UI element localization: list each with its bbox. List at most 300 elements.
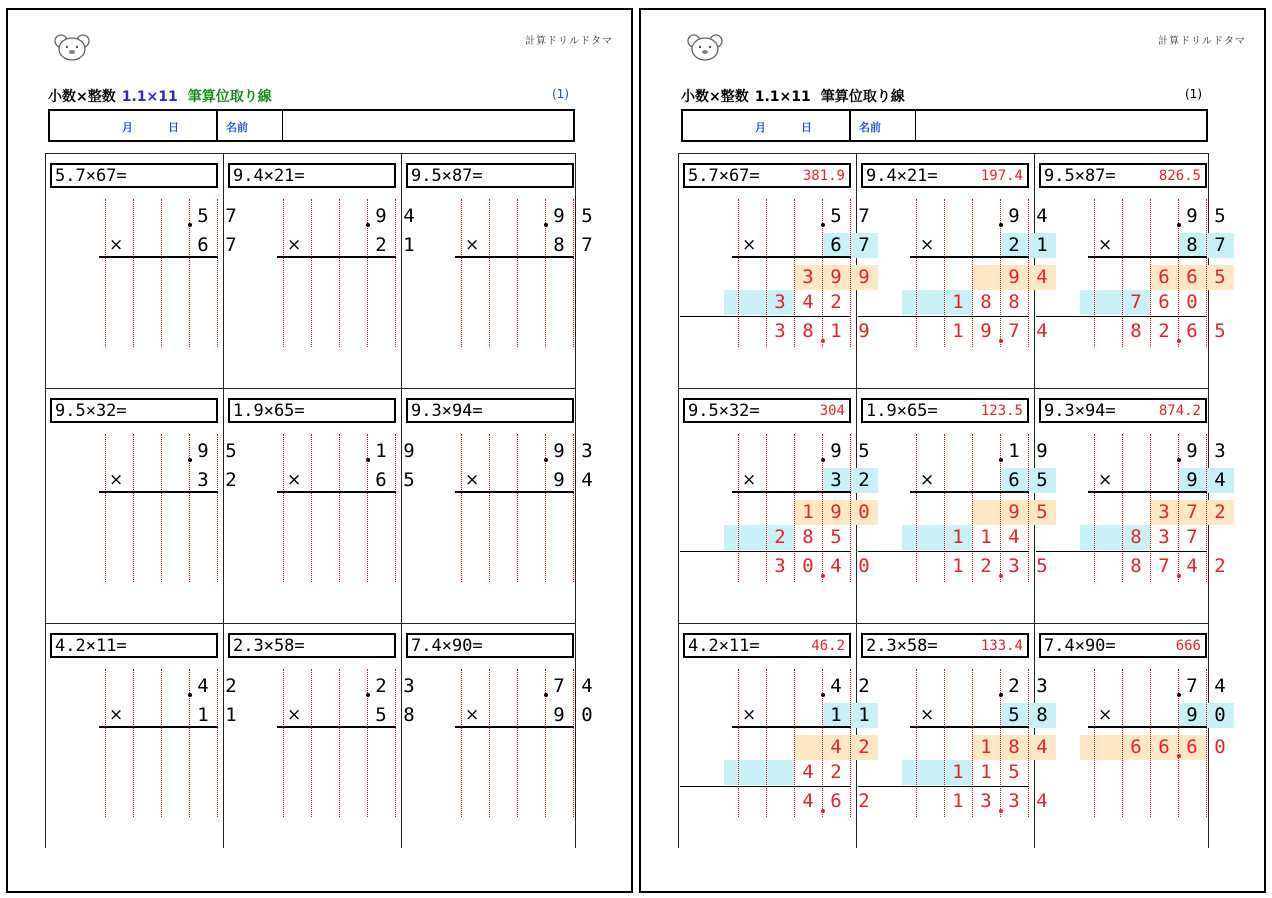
sum-rule (680, 786, 851, 787)
decimal-point (1177, 223, 1181, 227)
place-value-guide (738, 199, 739, 347)
digit: 0 (1214, 736, 1226, 758)
digit: 3 (802, 266, 814, 288)
multiply-sign: × (287, 705, 302, 725)
problem-cell (1036, 155, 1226, 386)
equation-text: 4.2×11= (55, 636, 127, 656)
problem-cell (403, 155, 593, 386)
multiply-rule (910, 256, 1029, 258)
problem-cell (225, 390, 415, 621)
digit: 2 (858, 469, 870, 491)
digit: 4 (1008, 526, 1020, 548)
digit: 1 (1036, 234, 1048, 256)
equation-box (406, 163, 574, 188)
digit: 9 (553, 440, 565, 462)
digit: 2 (225, 675, 237, 697)
digit: 4 (830, 675, 842, 697)
digit: 4 (403, 205, 415, 227)
decimal-point (366, 693, 370, 697)
equation-box (861, 398, 1029, 423)
digit: 4 (802, 291, 814, 313)
place-value-guide (339, 669, 340, 817)
decimal-point (544, 458, 548, 462)
answer-grid (678, 153, 1226, 848)
decimal-point (366, 223, 370, 227)
place-value-guide (133, 434, 134, 582)
multiply-sign: × (287, 235, 302, 255)
digit: 8 (802, 320, 814, 342)
digit: 9 (197, 440, 209, 462)
digit: 6 (375, 469, 387, 491)
place-value-guide (517, 669, 518, 817)
decimal-point (999, 574, 1003, 578)
digit: 9 (830, 266, 842, 288)
digit: 4 (1036, 736, 1048, 758)
digit: 4 (830, 736, 842, 758)
title-sub: 筆算位取り線 (820, 89, 905, 105)
equation-box (1039, 163, 1207, 188)
place-value-guide (161, 199, 162, 347)
answer-text: 874.2 (1158, 403, 1201, 419)
grid-line (45, 388, 575, 389)
equation-text: 1.9×65= (866, 401, 938, 421)
digit: 4 (1214, 469, 1226, 491)
digit: 2 (858, 790, 870, 812)
digit: 2 (858, 736, 870, 758)
equation-box (50, 163, 218, 188)
multiply-sign: × (1098, 235, 1113, 255)
name-date-box (681, 109, 1208, 142)
decimal-point (999, 339, 1003, 343)
equation-text: 9.5×87= (1044, 166, 1116, 186)
place-value-guide (283, 669, 284, 817)
digit: 6 (1186, 266, 1198, 288)
digit: 8 (553, 234, 565, 256)
place-value-guide (461, 199, 462, 347)
equation-box (861, 163, 1029, 188)
decimal-point (544, 693, 548, 697)
digit: 2 (858, 675, 870, 697)
digit: 8 (1130, 526, 1142, 548)
equation-text: 9.3×94= (1044, 401, 1116, 421)
equation-box (861, 633, 1029, 658)
digit: 7 (1186, 501, 1198, 523)
multiply-rule (99, 726, 218, 728)
equation-text: 4.2×11= (688, 636, 760, 656)
multiply-sign: × (920, 705, 935, 725)
digit: 4 (197, 675, 209, 697)
digit: 3 (1008, 790, 1020, 812)
bear-icon (52, 32, 92, 62)
digit: 2 (980, 555, 992, 577)
place-value-guide (489, 669, 490, 817)
digit: 7 (225, 234, 237, 256)
place-value-guide (105, 434, 106, 582)
digit: 1 (830, 704, 842, 726)
decimal-point (188, 458, 192, 462)
digit: 4 (802, 790, 814, 812)
multiply-rule (455, 726, 574, 728)
problem-cell (47, 625, 237, 856)
digit: 3 (1214, 440, 1226, 462)
place-value-guide (517, 199, 518, 347)
equation-text: 2.3×58= (233, 636, 305, 656)
digit: 8 (1008, 736, 1020, 758)
digit: 4 (1036, 790, 1048, 812)
place-value-guide (766, 669, 767, 817)
digit: 0 (858, 555, 870, 577)
digit: 8 (403, 704, 415, 726)
title-main: 小数×整数 (681, 89, 749, 105)
digit: 5 (1036, 501, 1048, 523)
day-label: 日 (801, 121, 812, 134)
equation-box (228, 398, 396, 423)
place-value-guide (1094, 199, 1095, 347)
multiply-sign: × (109, 470, 124, 490)
problem-cell (858, 390, 1048, 621)
digit: 5 (581, 205, 593, 227)
digit: 6 (1008, 469, 1020, 491)
digit: 7 (1214, 234, 1226, 256)
multiply-sign: × (742, 470, 757, 490)
multiply-rule (277, 256, 396, 258)
digit: 6 (1186, 736, 1198, 758)
digit: 3 (403, 675, 415, 697)
digit: 1 (952, 320, 964, 342)
multiply-sign: × (287, 470, 302, 490)
digit: 3 (774, 555, 786, 577)
problem-cell (680, 625, 870, 856)
page-number: (1) (552, 87, 569, 101)
problem-cell (858, 155, 1048, 386)
digit: 5 (197, 205, 209, 227)
digit: 1 (197, 704, 209, 726)
problem-cell (680, 155, 870, 386)
place-value-guide (105, 199, 106, 347)
digit: 1 (952, 555, 964, 577)
digit: 6 (1158, 291, 1170, 313)
brand-label: 計算ドリルドタマ (525, 36, 613, 47)
digit: 2 (375, 675, 387, 697)
multiply-rule (1088, 726, 1207, 728)
title-range: 1.1×11 (754, 89, 811, 105)
digit: 4 (1036, 266, 1048, 288)
digit: 0 (1214, 704, 1226, 726)
place-value-guide (461, 434, 462, 582)
place-value-guide (916, 199, 917, 347)
digit: 5 (1214, 266, 1226, 288)
answer-sheet (639, 8, 1266, 893)
digit: 7 (581, 234, 593, 256)
digit: 1 (375, 440, 387, 462)
decimal-point (821, 693, 825, 697)
digit: 1 (830, 320, 842, 342)
digit: 4 (581, 469, 593, 491)
place-value-guide (489, 199, 490, 347)
multiply-sign: × (465, 235, 480, 255)
decimal-point (1177, 693, 1181, 697)
digit: 7 (553, 675, 565, 697)
equation-text: 5.7×67= (688, 166, 760, 186)
problem-grid (45, 153, 593, 848)
title-sub: 筆算位取り線 (187, 89, 272, 105)
digit: 9 (375, 205, 387, 227)
digit: 3 (1008, 555, 1020, 577)
equation-box (50, 633, 218, 658)
grid-line (45, 153, 46, 848)
place-value-guide (133, 199, 134, 347)
digit: 3 (197, 469, 209, 491)
place-value-guide (161, 434, 162, 582)
multiply-rule (1088, 256, 1207, 258)
digit: 2 (1214, 501, 1226, 523)
problem-cell (47, 390, 237, 621)
digit: 2 (375, 234, 387, 256)
grid-line (678, 388, 1208, 389)
multiply-sign: × (465, 705, 480, 725)
digit: 4 (1036, 205, 1048, 227)
multiply-rule (277, 726, 396, 728)
place-value-guide (916, 434, 917, 582)
place-value-guide (489, 434, 490, 582)
date-field[interactable] (50, 111, 218, 140)
answer-text: 46.2 (811, 638, 845, 654)
title-main: 小数×整数 (48, 89, 116, 105)
grid-line (45, 153, 575, 154)
equation-box (406, 633, 574, 658)
digit: 0 (802, 555, 814, 577)
digit: 9 (830, 501, 842, 523)
place-value-guide (161, 669, 162, 817)
digit: 1 (225, 704, 237, 726)
decimal-point (999, 693, 1003, 697)
worksheet-title (681, 86, 905, 106)
digit: 4 (802, 761, 814, 783)
digit: 9 (1008, 266, 1020, 288)
name-separator (915, 111, 916, 140)
multiply-rule (910, 726, 1029, 728)
column-highlight (724, 760, 794, 785)
digit: 0 (858, 501, 870, 523)
digit: 7 (1008, 320, 1020, 342)
digit: 3 (1036, 675, 1048, 697)
digit: 1 (802, 501, 814, 523)
decimal-point (366, 458, 370, 462)
sum-rule (1036, 551, 1207, 552)
digit: 2 (1008, 675, 1020, 697)
multiply-sign: × (920, 235, 935, 255)
digit: 3 (1158, 501, 1170, 523)
equation-text: 9.3×94= (411, 401, 483, 421)
multiply-rule (99, 491, 218, 493)
name-label: 名前 (226, 121, 248, 134)
digit: 8 (1130, 555, 1142, 577)
digit: 4 (1186, 555, 1198, 577)
decimal-point (821, 223, 825, 227)
sum-rule (680, 316, 851, 317)
answer-text: 381.9 (802, 168, 845, 184)
digit: 1 (952, 761, 964, 783)
decimal-point (821, 339, 825, 343)
digit: 9 (1008, 205, 1020, 227)
problem-cell (225, 155, 415, 386)
place-value-guide (1094, 669, 1095, 817)
digit: 9 (403, 440, 415, 462)
place-value-guide (105, 669, 106, 817)
multiply-sign: × (742, 235, 757, 255)
equation-box (683, 398, 851, 423)
problem-cell (403, 625, 593, 856)
digit: 3 (980, 790, 992, 812)
equation-box (1039, 398, 1207, 423)
decimal-point (999, 223, 1003, 227)
place-value-guide (339, 434, 340, 582)
digit: 0 (581, 704, 593, 726)
digit: 2 (225, 469, 237, 491)
place-value-guide (283, 434, 284, 582)
digit: 2 (774, 526, 786, 548)
decimal-point (1177, 458, 1181, 462)
sum-rule (858, 316, 1029, 317)
multiply-sign: × (1098, 470, 1113, 490)
multiply-rule (732, 256, 851, 258)
decimal-point (544, 223, 548, 227)
digit: 5 (1214, 205, 1226, 227)
multiply-rule (732, 726, 851, 728)
digit: 1 (1008, 440, 1020, 462)
equation-box (406, 398, 574, 423)
multiply-sign: × (109, 705, 124, 725)
place-value-guide (1094, 434, 1095, 582)
digit: 7 (1186, 675, 1198, 697)
digit: 1 (980, 761, 992, 783)
multiply-sign: × (1098, 705, 1113, 725)
digit: 5 (1008, 761, 1020, 783)
sum-rule (680, 551, 851, 552)
multiply-rule (1088, 491, 1207, 493)
digit: 6 (197, 234, 209, 256)
digit: 1 (980, 736, 992, 758)
digit: 1 (403, 234, 415, 256)
decimal-point (1177, 754, 1181, 758)
decimal-point (188, 693, 192, 697)
place-value-guide (461, 669, 462, 817)
digit: 5 (375, 704, 387, 726)
problem-cell (1036, 625, 1226, 856)
decimal-point (999, 809, 1003, 813)
multiply-sign: × (109, 235, 124, 255)
digit: 4 (581, 675, 593, 697)
digit: 2 (1008, 234, 1020, 256)
decimal-point (1177, 574, 1181, 578)
date-field[interactable] (683, 111, 851, 140)
sum-rule (1036, 316, 1207, 317)
equation-text: 9.4×21= (866, 166, 938, 186)
equation-text: 1.9×65= (233, 401, 305, 421)
grid-line (223, 153, 224, 848)
place-value-guide (311, 434, 312, 582)
answer-text: 304 (819, 403, 845, 419)
grid-line (401, 153, 402, 848)
digit: 7 (1158, 555, 1170, 577)
digit: 4 (830, 555, 842, 577)
decimal-point (1177, 339, 1181, 343)
digit: 9 (830, 440, 842, 462)
digit: 9 (858, 266, 870, 288)
digit: 2 (1158, 320, 1170, 342)
bear-icon (685, 32, 725, 62)
answer-text: 666 (1175, 638, 1201, 654)
digit: 9 (1186, 704, 1198, 726)
digit: 7 (858, 234, 870, 256)
equation-text: 9.5×32= (55, 401, 127, 421)
multiply-sign: × (920, 470, 935, 490)
equation-text: 9.4×21= (233, 166, 305, 186)
digit: 2 (830, 291, 842, 313)
multiply-rule (910, 491, 1029, 493)
month-label: 月 (122, 121, 133, 134)
multiply-rule (455, 491, 574, 493)
digit: 5 (1214, 320, 1226, 342)
place-value-guide (283, 199, 284, 347)
problem-cell (225, 625, 415, 856)
decimal-point (999, 458, 1003, 462)
sum-rule (858, 551, 1029, 552)
multiply-sign: × (742, 705, 757, 725)
digit: 9 (553, 704, 565, 726)
digit: 6 (1130, 736, 1142, 758)
digit: 8 (980, 291, 992, 313)
place-value-guide (738, 669, 739, 817)
place-value-guide (311, 669, 312, 817)
answer-text: 826.5 (1158, 168, 1201, 184)
digit: 7 (225, 205, 237, 227)
brand-label: 計算ドリルドタマ (1158, 36, 1246, 47)
multiply-rule (732, 491, 851, 493)
digit: 5 (403, 469, 415, 491)
digit: 1 (952, 790, 964, 812)
digit: 9 (1186, 469, 1198, 491)
answer-text: 197.4 (980, 168, 1023, 184)
name-label: 名前 (859, 121, 881, 134)
page-number: (1) (1185, 87, 1202, 101)
digit: 8 (802, 526, 814, 548)
equation-text: 5.7×67= (55, 166, 127, 186)
digit: 6 (1158, 266, 1170, 288)
digit: 5 (830, 205, 842, 227)
digit: 4 (1036, 320, 1048, 342)
grid-line (678, 623, 1208, 624)
problem-cell (680, 390, 870, 621)
digit: 5 (830, 526, 842, 548)
digit: 1 (858, 704, 870, 726)
place-value-guide (339, 199, 340, 347)
digit: 9 (553, 205, 565, 227)
place-value-guide (916, 669, 917, 817)
worksheet-title (48, 86, 272, 106)
problem-cell (47, 155, 237, 386)
equation-box (1039, 633, 1207, 658)
digit: 1 (952, 526, 964, 548)
digit: 3 (581, 440, 593, 462)
digit: 5 (858, 440, 870, 462)
equation-text: 7.4×90= (1044, 636, 1116, 656)
decimal-point (821, 809, 825, 813)
grid-line (678, 153, 1208, 154)
decimal-point (188, 223, 192, 227)
problem-cell (1036, 390, 1226, 621)
digit: 9 (1186, 205, 1198, 227)
